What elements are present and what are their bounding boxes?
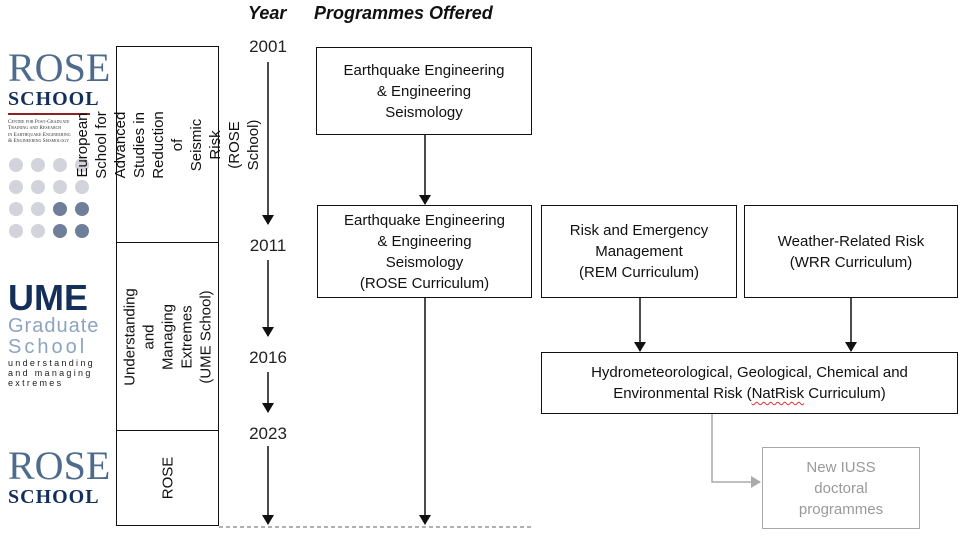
programme-wrr-curriculum: Weather-Related Risk (WRR Curriculum) <box>744 205 958 298</box>
programme-rem-curriculum: Risk and Emergency Management (REM Curriculum) <box>541 205 737 298</box>
natrisk-line-2-start: Environmental Risk ( <box>613 385 752 402</box>
year-2023: 2023 <box>249 424 287 443</box>
era-label: ROSE <box>159 456 176 500</box>
ume-logo-graduate: Graduate <box>8 315 100 337</box>
programme-eq-rose-curriculum: Earthquake Engineering & Engineering Seismology (ROSE Curriculum) <box>317 205 532 298</box>
ume-logo-tagline: understanding and managing extremes <box>8 358 95 388</box>
year-header: Year <box>248 3 287 23</box>
year-2016: 2016 <box>249 348 287 367</box>
programmes-header: Programmes Offered <box>314 3 493 23</box>
programme-new-iuss-doctoral: New IUSS doctoral programmes <box>762 447 920 529</box>
natrisk-to-iuss-arrow <box>712 414 760 482</box>
programme-eq-2001: Earthquake Engineering & Engineering Seismology <box>316 47 532 135</box>
rose-logo-tagline: Centre for Post-Graduate Training and Research in Earthquake Engineering & Engineering Seismology <box>8 119 71 145</box>
rose-logo-word: ROSE <box>8 45 111 90</box>
natrisk-line-2-end: Curriculum) <box>804 385 886 402</box>
natrisk-line-2 <box>613 383 886 404</box>
school-logo-word: SCHOOL <box>8 88 100 110</box>
era-label: Understanding and Managing Extremes (UME School) <box>121 288 214 386</box>
programme-natrisk-curriculum <box>541 352 958 414</box>
year-2011: 2011 <box>249 236 287 255</box>
natrisk-line-1: Hydrometeorological, Geological, Chemical and <box>591 364 908 381</box>
era-label: European School for Advanced Studies in Reduction of Seismic Risk (ROSE School) <box>73 111 262 179</box>
year-2001: 2001 <box>249 37 287 56</box>
ume-logo-word: UME <box>8 277 88 318</box>
school-logo-word-bottom: SCHOOL <box>8 486 100 508</box>
rose-logo-word-bottom: ROSE <box>8 443 111 488</box>
natrisk-spellcheck-word: NatRisk <box>751 385 805 402</box>
ume-logo-school: School <box>8 336 88 358</box>
